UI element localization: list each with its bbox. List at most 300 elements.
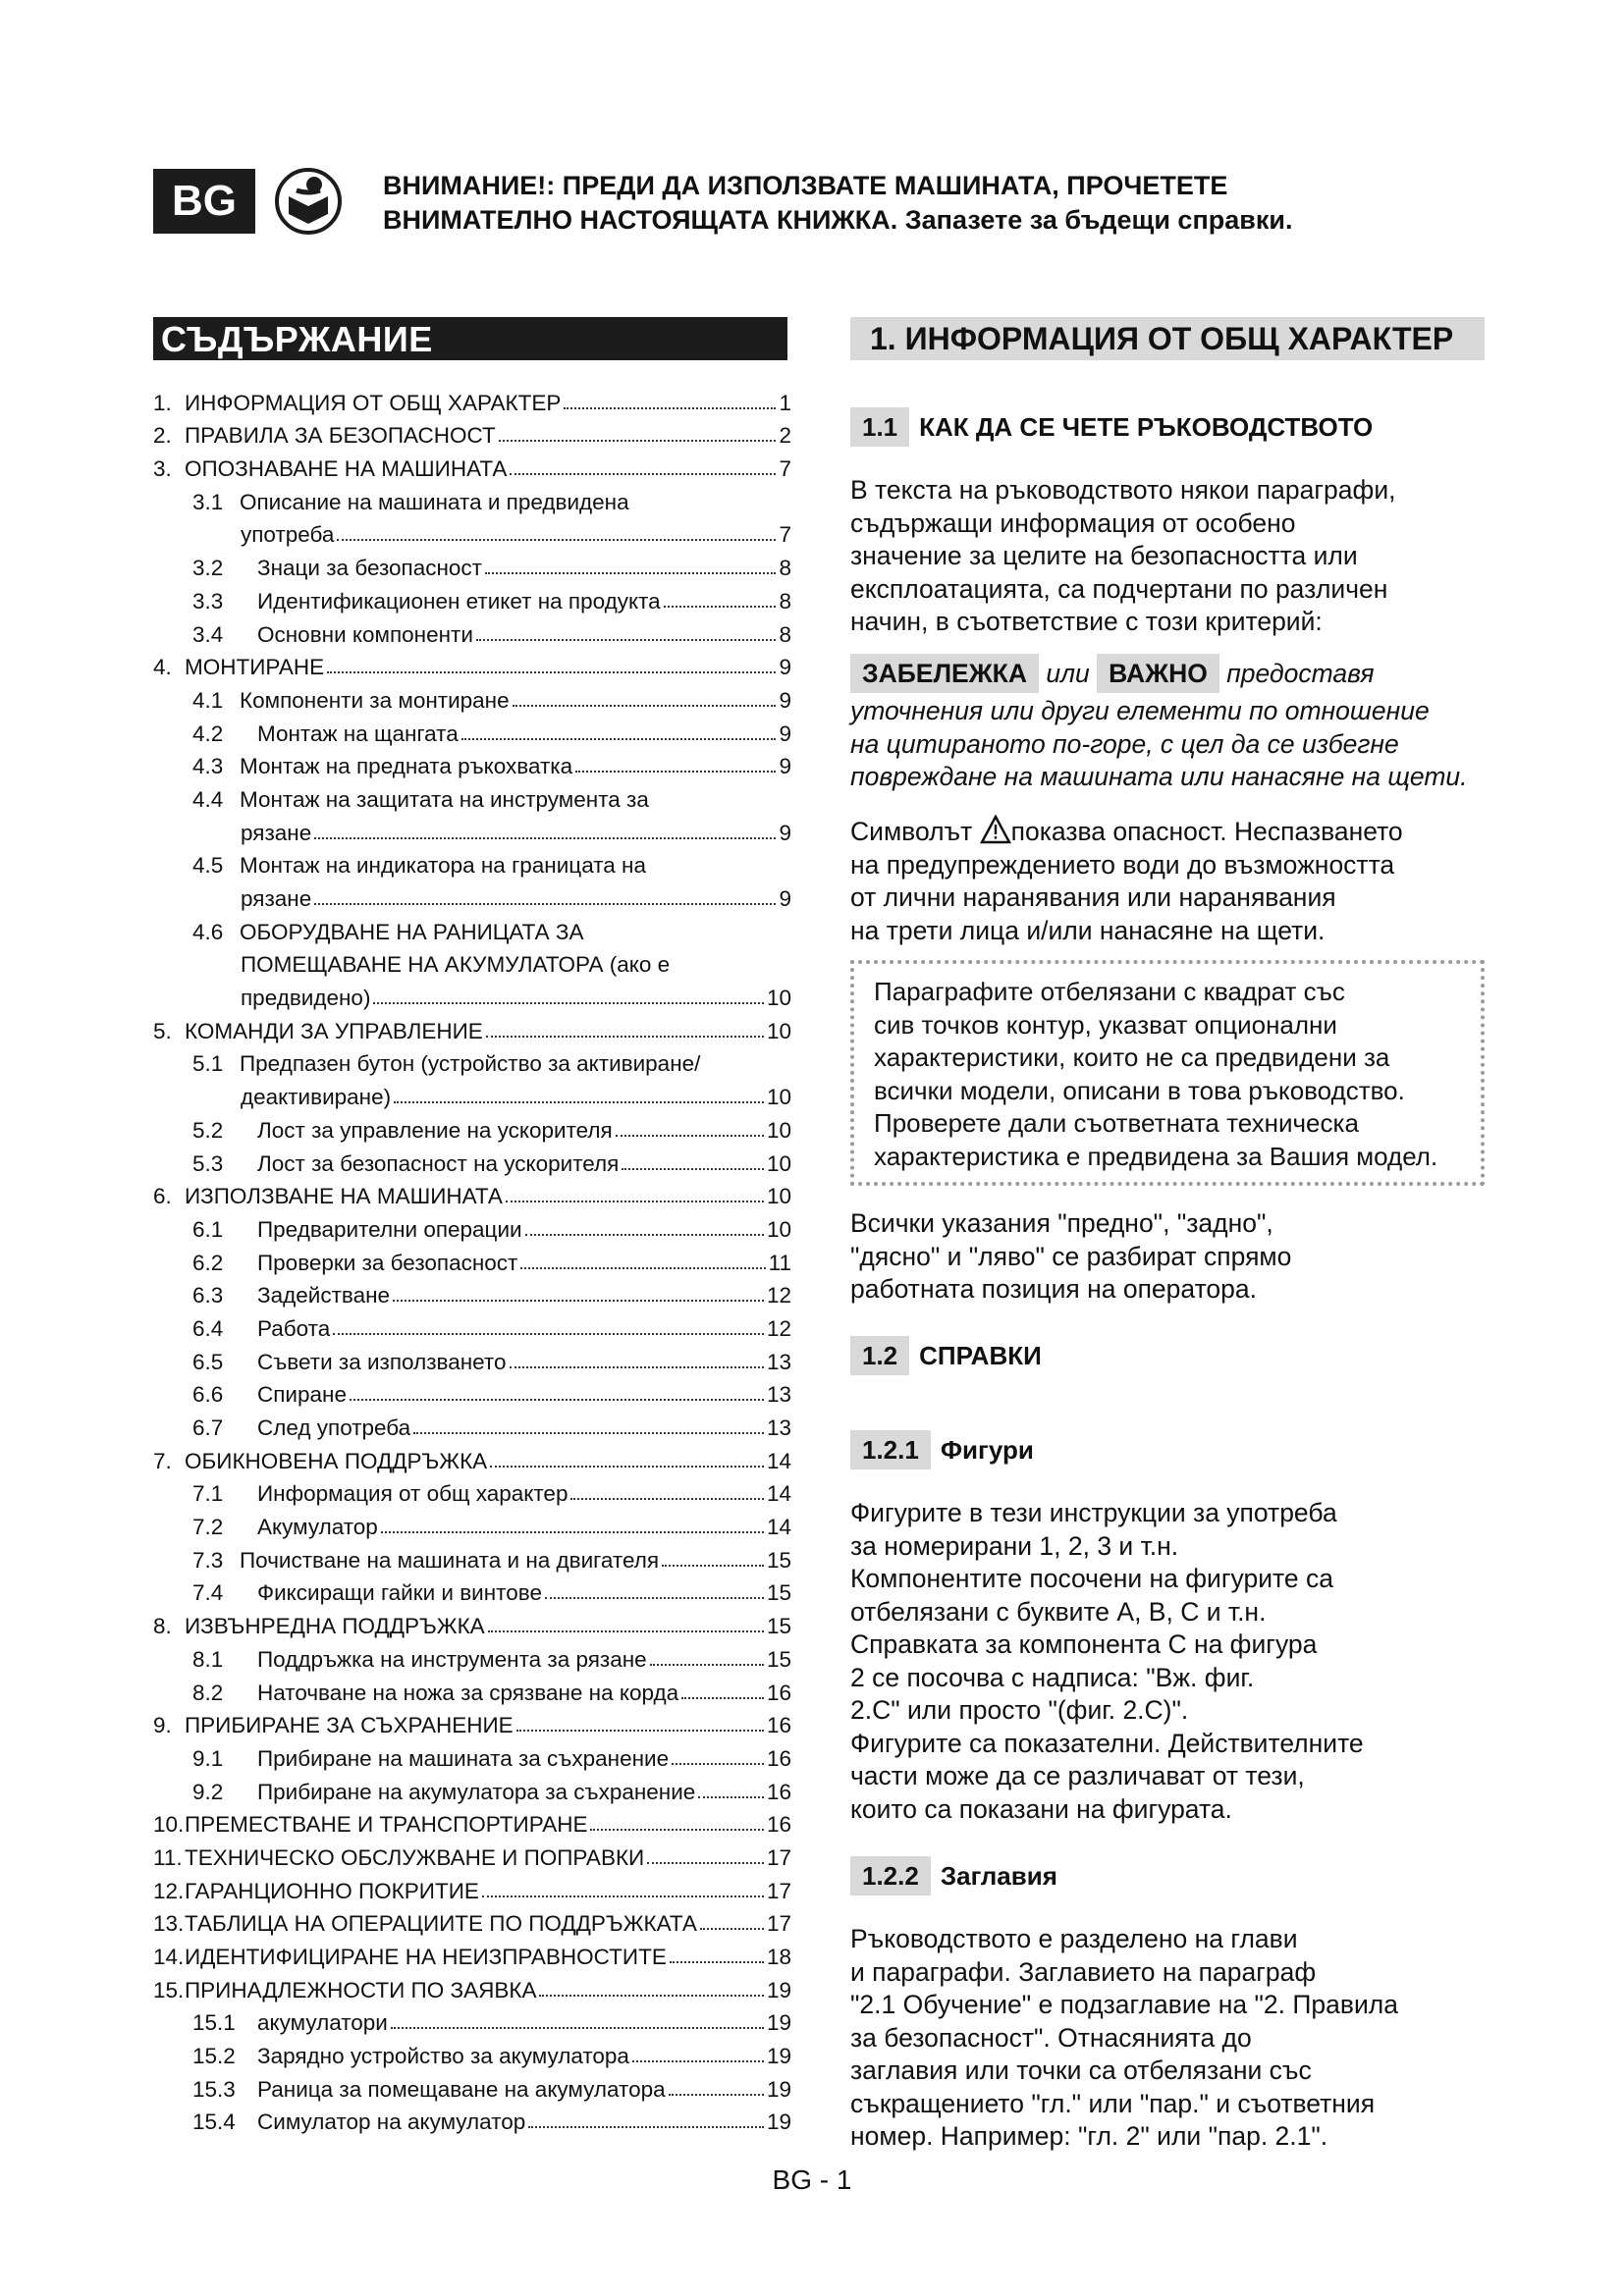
toc-entry-number: 2. [153,423,172,449]
toc-entry-label: Описание на машината и предвидена [240,489,629,514]
text-line: номер. Например: "гл. 2" или "пар. 2.1". [850,2121,1328,2151]
toc-entry-label: Предпазен бутон (устройство за активиране/ [240,1051,701,1077]
toc-leader-dots [539,1994,764,1997]
toc-entry-label: Монтаж на индикатора на границата на [240,853,646,879]
toc-entry [153,1871,791,1904]
toc-entry-number: 3.1 [192,489,224,514]
toc-leader-dots [485,571,776,574]
toc-entry-label: Монтаж на предната ръкохватка [240,754,573,779]
toc-leader-dots [662,1564,764,1567]
toc-entry-page: 10 [766,1216,791,1242]
toc-leader-dots [337,538,776,541]
directions-paragraph [850,1207,1498,1307]
optional-features-box [850,960,1485,1186]
toc-entry [153,813,791,846]
warning-line-1: ВНИМАНИЕ!: ПРЕДИ ДА ИЗПОЛЗВАТЕ МАШИНАТА, ПРОЧЕТЕТЕ [383,171,1228,200]
toc-entry-page: 12 [766,1283,791,1308]
text-line: Компонентите посочени на фигурите са [850,1564,1333,1593]
text-line: на трети лица и/или нанасяне на щети. [850,915,1326,945]
toc-entry [153,1937,791,1970]
toc-entry-label: ТАБЛИЦА НА ОПЕРАЦИИТЕ ПО ПОДДРЪЖКАТА [185,1911,697,1937]
toc-entry-number: 15.4 [192,2109,236,2135]
toc-entry-page: 16 [766,1680,791,1705]
toc-entry-label: рязане [241,820,312,845]
toc-entry-label: Знаци за безопасност [257,556,482,581]
subsection-1-2-1-heading [850,1430,1034,1469]
toc-entry [153,482,791,515]
toc-leader-dots [381,1530,764,1533]
toc-entry-label: Съвети за използването [257,1349,507,1374]
toc-entry-page: 10 [766,1018,791,1043]
toc-entry-page: 8 [779,588,791,614]
subsection-title: Заглавия [940,1860,1057,1891]
toc-entry [153,1639,791,1673]
toc-entry-page: 16 [766,1713,791,1738]
toc-leader-dots [506,1200,764,1202]
toc-entry [153,1308,791,1342]
toc-entry-page: 14 [766,1481,791,1507]
toc-entry-label: ПРЕМЕСТВАНЕ И ТРАНСПОРТИРАНЕ [185,1812,588,1838]
text-line: за безопасност". Отнасянията до [850,2022,1252,2053]
toc-leader-dots [575,770,776,773]
toc-title: СЪДЪРЖАНИЕ [153,317,787,360]
toc-entry-number: 7. [153,1448,172,1473]
warning-line-2-bold: ВНИМАТЕЛНО НАСТОЯЩАТА КНИЖКА. [383,205,898,235]
toc-entry-label: Прибиране на акумулатора за съхранение [257,1779,696,1804]
toc-entry-label: ПРИБИРАНЕ ЗА СЪХРАНЕНИЕ [185,1713,514,1738]
toc-entry [153,1342,791,1375]
toc-entry [153,1177,791,1210]
toc-entry [153,648,791,681]
toc-entry-page: 9 [779,754,791,779]
toc-entry-number: 14. [153,1945,185,1969]
toc-entry-number: 15. [153,1977,185,2002]
toc-leader-dots [670,1960,764,1963]
toc-leader-dots [622,1167,764,1170]
text-line: работната позиция на оператора. [850,1274,1257,1304]
toc-entry-label: акумулатори [257,2010,388,2036]
text-line: отбелязани с буквите A, B, C и т.н. [850,1596,1267,1627]
toc-entry-page: 15 [766,1547,791,1573]
toc-entry [153,1805,791,1839]
toc-entry-number: 7.2 [192,1515,224,1540]
danger-symbol-paragraph [850,815,1498,947]
toc-leader-dots [616,1134,764,1137]
headings-paragraph [850,1923,1498,2154]
toc-entry [153,1408,791,1441]
toc-entry-label: Симулатор на акумулатор [257,2109,526,2135]
toc-entry-page: 17 [766,1878,791,1903]
toc-leader-dots [516,1729,764,1732]
toc-leader-dots [664,605,777,608]
toc-entry-page: 19 [766,2010,791,2036]
warning-line-2-rest: Запазете за бъдещи справки. [897,205,1293,235]
subsection-1-2-2-heading [850,1856,1057,1896]
toc-entry [153,2103,791,2136]
toc-entry-page: 9 [779,820,791,845]
text-line: Фигурите са показателни. Действителните [850,1728,1364,1758]
toc-entry [153,1276,791,1309]
text-line: Параграфите отбелязани с квадрат със [874,977,1345,1006]
text-line: съкращението "гл." или "пар." и съответния [850,2088,1376,2118]
subsection-number: 1.2.1 [850,1430,931,1469]
toc-entry-number: 6.2 [192,1250,224,1275]
toc-entry-page: 16 [766,1779,791,1804]
text-line: на цитираното по-горе, с цел да се избегне [850,728,1399,759]
text-or: или [1046,659,1090,688]
toc-leader-dots [570,1497,764,1500]
subsection-1-1-heading [850,407,1373,447]
toc-entry-label: Проверки за безопасност [257,1250,518,1275]
text-line: заглавия или точки са отбелязани със [850,2056,1312,2085]
language-badge: BG [153,169,255,234]
toc-entry-number: 3. [153,456,172,482]
toc-entry-number: 1. [153,390,172,415]
toc-leader-dots [394,1100,764,1103]
toc-entry-number: 6.4 [192,1315,224,1341]
figures-paragraph [850,1497,1498,1826]
toc-entry [153,1970,791,2003]
toc-entry-page: 8 [779,556,791,581]
toc-entry-page: 19 [766,2109,791,2135]
toc-entry-page: 10 [766,1085,791,1110]
toc-leader-dots [327,670,776,673]
toc-entry-number: 7.4 [192,1580,224,1606]
toc-entry-number: 4.5 [192,853,224,879]
toc-entry-number: 9.2 [192,1779,224,1804]
text-line: сив точков контур, указват опционални [874,1009,1337,1040]
toc-entry [153,714,791,747]
toc-entry-number: 5.2 [192,1117,224,1143]
toc-leader-dots [669,2093,764,2096]
toc-entry-label: Предварителни операции [257,1216,522,1242]
toc-entry [153,515,791,549]
toc-leader-dots [672,1762,764,1765]
toc-entry-label: Монтаж на щангата [257,721,459,746]
text-line: уточнения или други елементи по отношение [850,696,1430,725]
toc-entry-page: 15 [766,1580,791,1606]
toc-entry-number: 4.1 [192,687,224,713]
toc-entry-number: 10. [153,1812,185,1838]
toc-entry-number: 5.1 [192,1051,224,1077]
toc-entry-label: Наточване на ножа за срязване на корда [257,1680,679,1705]
toc-entry [153,1574,791,1607]
intro-paragraph [850,474,1498,639]
toc-entry-label: ИЗПОЛЗВАНЕ НА МАШИНАТА [185,1184,503,1209]
toc-entry-number: 6.6 [192,1382,224,1408]
toc-entry-label: ТЕХНИЧЕСКО ОБСЛУЖВАНЕ И ПОПРАВКИ [185,1844,645,1870]
section-title: 1. ИНФОРМАЦИЯ ОТ ОБЩ ХАРАКТЕР [850,317,1485,360]
toc-leader-dots [510,472,776,475]
toc-entry-number: 5. [153,1018,172,1043]
toc-entry-label: Задействане [257,1283,391,1308]
toc-leader-dots [413,1431,764,1434]
note-tag: ЗАБЕЛЕЖКА [850,654,1039,693]
toc-entry-label: Фиксиращи гайки и винтове [257,1580,542,1606]
toc-entry-label: След употреба [257,1415,411,1440]
text-line: "дясно" и "ляво" се разбират спрямо [850,1241,1292,1271]
toc-entry [153,1077,791,1110]
toc-leader-dots [476,638,777,641]
toc-entry-page: 18 [766,1945,791,1969]
toc-leader-dots [590,1828,763,1831]
subsection-number: 1.2.2 [850,1856,931,1896]
toc-entry [153,747,791,780]
toc-entry-label: Прибиране на машината за съхранение [257,1745,670,1771]
important-tag: ВАЖНО [1097,654,1219,693]
toc-entry [153,1044,791,1078]
subsection-title: СПРАВКИ [919,1340,1042,1370]
text-line: Фигурите в тези инструкции за употреба [850,1498,1337,1527]
toc-entry-label: деактивиране) [241,1085,392,1110]
toc-entry-page: 9 [779,721,791,746]
toc-entry-label: Идентификационен етикет на продукта [257,588,661,614]
toc-entry-number: 4.4 [192,786,224,812]
toc-leader-dots [700,1927,764,1930]
toc-leader-dots [520,1266,765,1269]
toc-entry-number: 4.3 [192,754,224,779]
text-symbol-post: показва опасност. Неспазването [1010,817,1403,846]
toc-leader-dots [373,1001,764,1004]
toc-entry-label: ОПОЗНАВАНЕ НА МАШИНАТА [185,456,508,482]
toc-entry-page: 19 [766,2044,791,2069]
read-manual-icon [275,167,342,236]
text-line: значение за целите на безопасността или [850,541,1358,570]
toc-leader-dots [528,2125,764,2128]
table-of-contents [153,383,791,2135]
toc-entry-label: ПРИНАДЛЕЖНОСТИ ПО ЗАЯВКА [185,1977,537,2002]
toc-entry-label: Компоненти за монтиране [240,687,510,713]
toc-entry [153,1011,791,1044]
toc-entry-page: 10 [766,986,791,1011]
toc-entry-label: Почистване на машината и на двигателя [240,1547,660,1573]
text-line: които са показани на фигурата. [850,1793,1232,1824]
toc-entry-label: ОБОРУДВАНЕ НА РАНИЦАТА ЗА [240,919,584,944]
toc-entry [153,1540,791,1574]
toc-leader-dots [490,1465,764,1468]
toc-entry [153,1209,791,1243]
toc-entry-number: 3.2 [192,556,224,581]
text-line: В текста на ръководството някои параграфи, [850,475,1396,505]
toc-entry-page: 14 [766,1448,791,1473]
text-line: Проверете дали съответната техническа [874,1108,1359,1138]
toc-entry [153,1606,791,1639]
toc-entry-label: Поддръжка на инструмента за рязане [257,1646,647,1672]
toc-entry-page: 1 [779,390,791,415]
toc-entry [153,416,791,450]
toc-entry [153,449,791,482]
toc-entry-label: КОМАНДИ ЗА УПРАВЛЕНИЕ [185,1018,483,1043]
toc-entry [153,1673,791,1706]
toc-entry [153,1243,791,1276]
toc-entry-page: 10 [766,1184,791,1209]
toc-entry-page: 13 [766,1415,791,1440]
toc-entry-page: 17 [766,1911,791,1937]
toc-entry [153,879,791,912]
toc-entry [153,1706,791,1739]
text-line: характеристики, които не са предвидени за [874,1042,1390,1072]
toc-entry-number: 11. [153,1844,183,1870]
toc-entry-label: Спиране [257,1382,347,1408]
toc-entry [153,1441,791,1474]
toc-entry [153,912,791,945]
warning-triangle-icon [980,815,1011,844]
toc-entry-number: 3.3 [192,588,224,614]
toc-entry-page: 10 [766,1117,791,1143]
toc-entry-page: 17 [766,1844,791,1870]
toc-entry-number: 4. [153,655,172,680]
toc-entry-page: 11 [768,1250,791,1275]
text-line: от лични наранявания или наранявания [850,882,1336,912]
text-line: Справката за компонента С на фигура [850,1629,1318,1659]
toc-entry-label: Информация от общ характер [257,1481,568,1507]
toc-entry [153,1474,791,1508]
text-line: съдържащи информация от особено [850,507,1296,538]
toc-entry-page: 12 [766,1315,791,1341]
toc-entry-page: 19 [766,1977,791,2002]
text-symbol-pre: Символът [850,817,973,846]
toc-leader-dots [314,836,776,839]
toc-entry-page: 13 [766,1349,791,1374]
toc-entry-page: 7 [779,456,791,482]
toc-entry-label: Монтаж на защитата на инструмента за [240,786,649,812]
toc-entry-page: 19 [766,2076,791,2102]
toc-entry-label: ИЗВЪНРЕДНА ПОДДРЪЖКА [185,1614,485,1639]
toc-entry-number: 8. [153,1614,172,1639]
toc-entry [153,2069,791,2103]
toc-leader-dots [333,1332,764,1335]
note-paragraph [850,654,1538,794]
toc-entry [153,1838,791,1871]
toc-entry-number: 6.7 [192,1415,224,1440]
toc-entry-label: употреба [241,522,335,548]
text-line: 2.C" или просто "(фиг. 2.C)". [850,1695,1189,1725]
toc-entry-number: 15.3 [192,2076,236,2102]
toc-leader-dots [461,737,777,740]
toc-entry [153,1507,791,1540]
toc-entry-label: Основни компоненти [257,621,473,647]
text-line: Ръководството е разделено на глави [850,1924,1298,1953]
toc-leader-dots [499,439,777,442]
toc-entry [153,1144,791,1177]
toc-entry-page: 8 [779,621,791,647]
toc-entry-page: 9 [779,655,791,680]
toc-leader-dots [350,1398,764,1401]
toc-entry-label: ПОМЕЩАВАНЕ НА АКУМУЛАТОРА (ако е [241,952,671,978]
toc-entry-label: Зарядно устройство за акумулатора [257,2044,629,2069]
warning-line-2 [383,203,1561,238]
toc-leader-dots [545,1596,764,1599]
toc-entry-page: 7 [779,522,791,548]
text-line: повреждане на машината или нанасяне на щети. [850,762,1468,791]
toc-leader-dots [314,902,776,905]
toc-leader-dots [698,1795,764,1798]
toc-entry-number: 8.2 [192,1680,224,1705]
toc-leader-dots [510,1365,764,1368]
warning-text [383,169,1561,238]
toc-entry-number: 13. [153,1911,185,1937]
text-line: на предупреждението води до възможността [850,849,1395,880]
toc-entry [153,1110,791,1144]
toc-entry-page: 13 [766,1382,791,1408]
toc-leader-dots [482,1895,764,1897]
toc-entry-label: ОБИКНОВЕНА ПОДДРЪЖКА [185,1448,488,1473]
toc-entry-label: ПРАВИЛА ЗА БЕЗОПАСНОСТ [185,423,496,449]
toc-entry-label: ИДЕНТИФИЦИРАНЕ НА НЕИЗПРАВНОСТИТЕ [185,1945,667,1969]
toc-leader-dots [488,1629,764,1632]
toc-leader-dots [391,2026,764,2029]
toc-entry-number: 9.1 [192,1745,224,1771]
toc-leader-dots [650,1663,764,1666]
toc-entry-page: 14 [766,1515,791,1540]
toc-entry-number: 8.1 [192,1646,224,1672]
toc-entry-page: 2 [779,423,791,449]
toc-entry-number: 6.1 [192,1216,224,1242]
page-number: BG - 1 [772,2164,852,2195]
text-line: характеристика е предвидена за Вашия модел. [874,1141,1438,1171]
text-line: части може да се различават от тези, [850,1761,1305,1790]
text-line: Всички указания "предно", "задно", [850,1208,1273,1238]
toc-entry-label: МОНТИРАНЕ [185,655,325,680]
toc-leader-dots [564,406,776,409]
toc-entry-number: 6.5 [192,1349,224,1374]
toc-entry [153,548,791,581]
toc-entry-number: 15.2 [192,2044,236,2069]
text-line: експлоатацията, са подчертани по различен [850,573,1388,604]
toc-entry-number: 15.1 [192,2010,236,2036]
toc-entry [153,1772,791,1805]
subsection-number: 1.1 [850,407,909,447]
toc-entry [153,2003,791,2037]
toc-leader-dots [632,2059,764,2062]
toc-entry-page: 9 [779,687,791,713]
toc-entry-number: 4.2 [192,721,224,746]
toc-leader-dots [513,704,777,707]
toc-entry-number: 9. [153,1713,172,1738]
text-line: 2 се посочва с надписа: "Вж. фиг. [850,1662,1255,1692]
toc-entry-page: 16 [766,1812,791,1838]
toc-entry [153,614,791,648]
toc-entry-number: 3.4 [192,621,224,647]
toc-entry-page: 15 [766,1646,791,1672]
toc-entry-label: Лост за безопасност на ускорителя [257,1150,620,1176]
toc-entry [153,1904,791,1938]
text-line: предоставя [1226,659,1375,688]
toc-entry [153,1738,791,1772]
toc-entry [153,846,791,880]
toc-entry-label: ИНФОРМАЦИЯ ОТ ОБЩ ХАРАКТЕР [185,390,562,415]
toc-entry-number: 7.3 [192,1547,224,1573]
text-line: за номерирани 1, 2, 3 и т.н. [850,1530,1179,1561]
subsection-1-2-heading [850,1336,1042,1375]
toc-entry-label: Лост за управление на ускорителя [257,1117,613,1143]
toc-leader-dots [681,1696,764,1699]
toc-leader-dots [486,1035,764,1038]
toc-entry [153,779,791,813]
text-line: начин, в съответствие с този критерий: [850,607,1323,636]
toc-entry-number: 5.3 [192,1150,224,1176]
toc-entry [153,945,791,979]
text-line: "2.1 Обучение" е подзаглавие на "2. Правила [850,1990,1398,2019]
toc-entry [153,680,791,714]
toc-leader-dots [647,1861,764,1864]
toc-entry-number: 7.1 [192,1481,224,1507]
toc-entry-label: ГАРАНЦИОННО ПОКРИТИЕ [185,1878,479,1903]
toc-entry-page: 10 [766,1150,791,1176]
toc-entry-page: 9 [779,886,791,911]
subsection-title: КАК ДА СЕ ЧЕТЕ РЪКОВОДСТВОТО [919,411,1374,442]
toc-entry-number: 4.6 [192,919,224,944]
